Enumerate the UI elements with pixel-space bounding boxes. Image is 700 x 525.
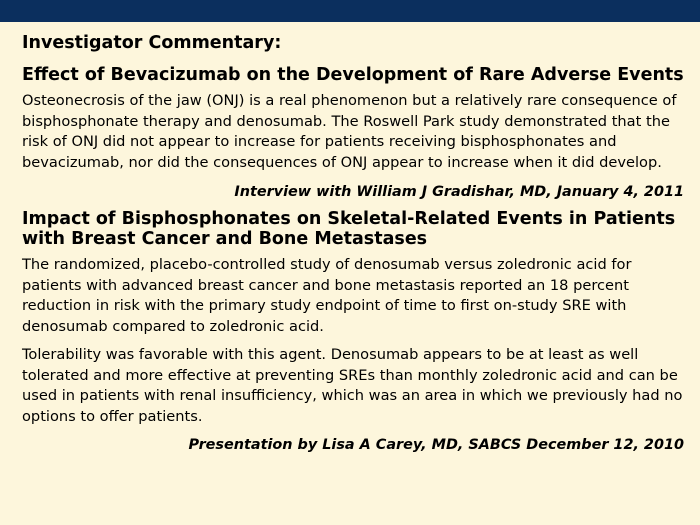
section-title-bevacizumab: Effect of Bevacizumab on the Development of Rare Adverse Events [22, 65, 684, 85]
paragraph-onj: Osteonecrosis of the jaw (ONJ) is a real phenomenon but a relatively rare consequence of bisphosphonate therapy and denosumab. The Roswell Park study demonstrated that the risk of ONJ did not appear to increase for patients receiving bisphosphonates and bevacizumab, nor did the consequences of ONJ appear to increase when it did develop. [22, 92, 677, 171]
citation-gradishar: Interview with William J Gradishar, MD, January 4, 2011 [234, 184, 684, 200]
top-header-bar [0, 0, 700, 22]
slide-content [22, 33, 684, 455]
commentary-heading: Investigator Commentary: [22, 33, 282, 53]
citation-carey: Presentation by Lisa A Carey, MD, SABCS December 12, 2010 [188, 437, 684, 453]
section-title-bisphosphonates: Impact of Bisphosphonates on Skeletal-Related Events in Patients with Breast Cancer and Bone Metastases [22, 209, 676, 249]
paragraph-tolerability: Tolerability was favorable with this agent. Denosumab appears to be at least as well tolerated and more effective at preventing SREs than monthly zoledronic acid and can be used in patients with renal insufficiency, which was an area in which we previously had no options to offer patients. [22, 346, 683, 425]
paragraph-denosumab-study: The randomized, placebo-controlled study of denosumab versus zoledronic acid for patients with advanced breast cancer and bone metastasis reported an 18 percent reduction in risk with the primary study endpoint of time to first on-study SRE with denosumab compared to zoledronic acid. [22, 256, 632, 335]
